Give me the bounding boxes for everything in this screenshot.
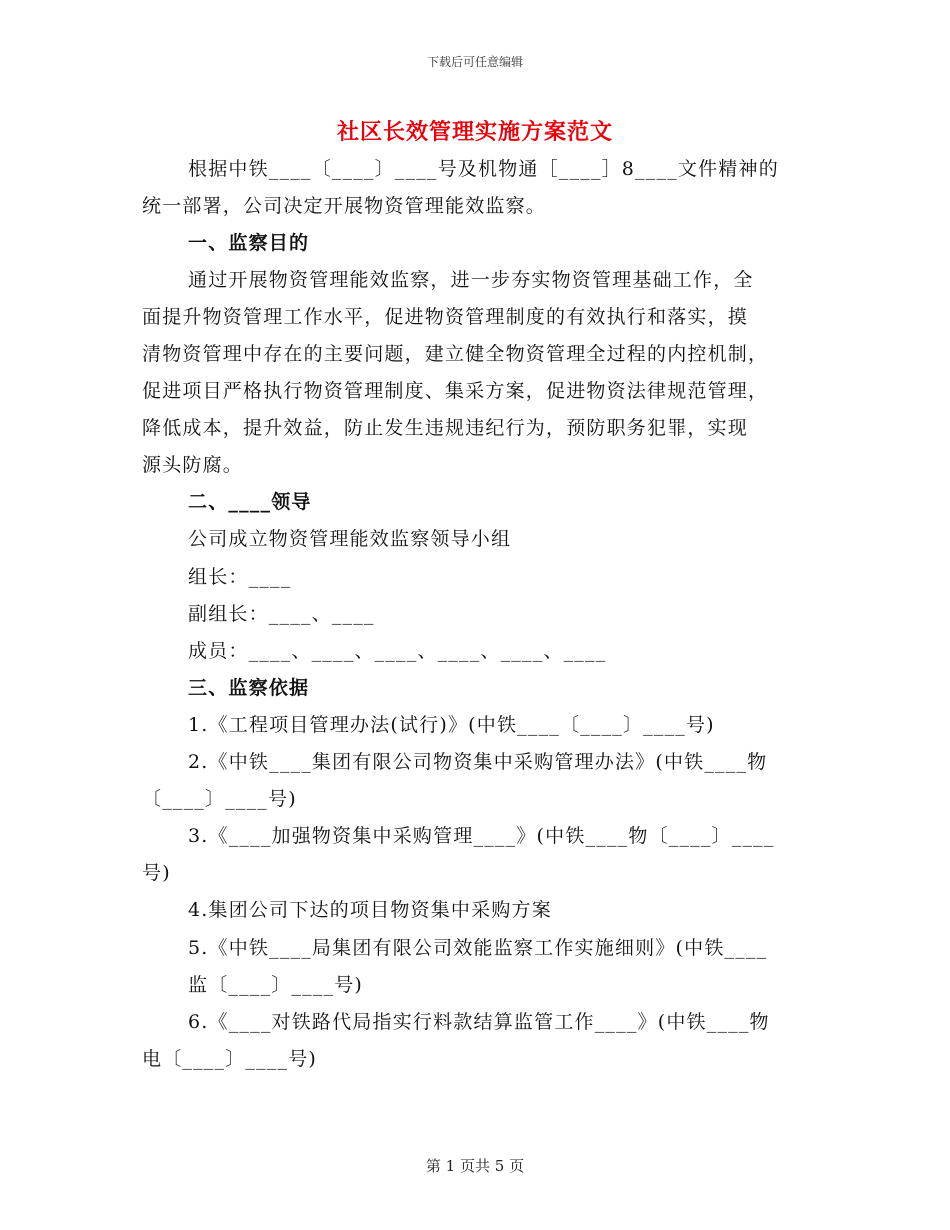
paragraph-line: 通过开展物资管理能效监察，进一步夯实物资管理基础工作，全: [188, 269, 754, 291]
list-item-continuation: 电〔____〕____号): [142, 1048, 318, 1070]
page-footer: 第 1 页共 5 页: [425, 1157, 525, 1175]
paragraph-line: 清物资管理中存在的主要问题，建立健全物资管理全过程的内控机制，: [142, 343, 769, 365]
paragraph-line: 根据中铁____〔____〕____号及机物通［____］8____文件精神的: [188, 158, 779, 180]
paragraph-line: 成员：____、____、____、____、____、____: [188, 640, 607, 662]
list-item: 5.《中铁____局集团有限公司效能监察工作实施细则》(中铁____: [188, 937, 768, 959]
section-heading: 三、监察依据: [188, 677, 310, 699]
page-header: 下载后可任意编辑: [426, 55, 523, 69]
list-item-continuation: 〔____〕____号): [142, 788, 297, 810]
list-item: 2.《中铁____集团有限公司物资集中采购管理办法》(中铁____物: [188, 751, 768, 773]
paragraph-line: 促进项目严格执行物资管理制度、集采方案，促进物资法律规范管理，: [142, 380, 769, 402]
list-item-continuation: 号): [142, 862, 171, 884]
section-heading: 二、____领导: [188, 491, 312, 513]
paragraph-line: 面提升物资管理工作水平，促进物资管理制度的有效执行和落实，摸: [142, 306, 749, 328]
document-title: 社区长效管理实施方案范文: [336, 119, 613, 145]
list-item: 1.《工程项目管理办法(试行)》(中铁____〔____〕____号): [188, 714, 715, 736]
paragraph-line: 统一部署，公司决定开展物资管理能效监察。: [142, 195, 547, 217]
list-item-continuation: 监〔____〕____号): [188, 974, 364, 996]
section-heading: 一、监察目的: [188, 232, 310, 254]
paragraph-line: 公司成立物资管理能效监察领导小组: [188, 528, 512, 550]
list-item: 6.《____对铁路代局指实行料款结算监管工作____》(中铁____物: [188, 1011, 770, 1033]
paragraph-line: 组长：____: [188, 566, 292, 588]
paragraph-line: 源头防腐。: [142, 454, 244, 476]
paragraph-line: 副组长：____、____: [188, 603, 375, 625]
list-item: 4.集团公司下达的项目物资集中采购方案: [188, 899, 552, 921]
paragraph-line: 降低成本，提升效益，防止发生违规违纪行为，预防职务犯罪，实现: [142, 417, 749, 439]
list-item: 3.《____加强物资集中采购管理____》(中铁____物〔____〕____: [188, 825, 775, 847]
